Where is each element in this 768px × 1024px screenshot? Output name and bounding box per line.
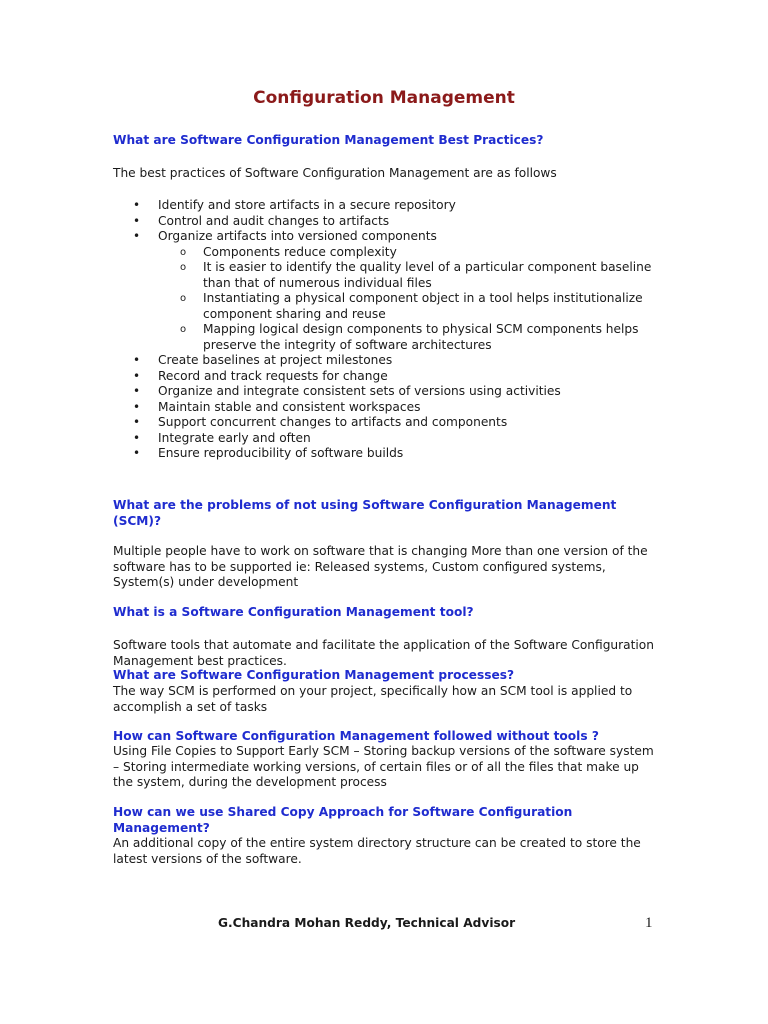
page-number: 1 xyxy=(645,915,653,931)
section-answer-processes: The way SCM is performed on your project, specifically how an SCM tool is applied to accomplish a set of tasks xyxy=(113,684,633,714)
section-heading-problems: What are the problems of not using Software Configuration Management (SCM)? xyxy=(113,498,617,528)
list-item: • Maintain stable and consistent workspaces xyxy=(113,400,658,416)
section-answer-shared-copy: An additional copy of the entire system directory structure can be created to store the latest versions of the software. xyxy=(113,836,641,866)
list-item: • Identify and store artifacts in a secure repository xyxy=(113,198,658,214)
section-answer-scm-tool: Software tools that automate and facilitate the application of the Software Configuration Management best practices. xyxy=(113,638,654,668)
section-heading-best-practices: What are Software Configuration Management Best Practices? xyxy=(113,133,544,147)
list-item: • Integrate early and often xyxy=(113,431,658,447)
list-item xyxy=(113,229,658,353)
list-item: • Create baselines at project milestones xyxy=(113,353,658,369)
section-heading-processes: What are Software Configuration Management processes? xyxy=(113,668,515,682)
best-practices-list xyxy=(113,198,658,462)
sub-list-item: o It is easier to identify the quality level of a particular component baseline than that of numerous individual files xyxy=(158,260,658,291)
sub-list-item: o Mapping logical design components to physical SCM components helps preserve the integrity of software architectures xyxy=(158,322,658,353)
sub-list-item: o Instantiating a physical component object in a tool helps institutionalize component sharing and reuse xyxy=(158,291,658,322)
section-intro-best-practices: The best practices of Software Configuration Management are as follows xyxy=(113,166,557,180)
section-heading-scm-tool: What is a Software Configuration Management tool? xyxy=(113,605,474,619)
list-item: • Record and track requests for change xyxy=(113,369,658,385)
sub-list xyxy=(158,245,658,354)
list-item: • Support concurrent changes to artifacts and components xyxy=(113,415,658,431)
list-item: • Organize and integrate consistent sets of versions using activities xyxy=(113,384,658,400)
section-heading-without-tools: How can Software Configuration Management followed without tools ? xyxy=(113,729,599,743)
list-item: • Control and audit changes to artifacts xyxy=(113,214,658,230)
section-answer-without-tools: Using File Copies to Support Early SCM – Storing backup versions of the software system – Storing intermediate working versions, of certain files or of all the files that make up the system, during the development process xyxy=(113,744,654,789)
page-title: Configuration Management xyxy=(253,88,515,108)
section-answer-problems: Multiple people have to work on software that is changing More than one version of the software has to be supported ie: Released systems, Custom configured systems, System(s) under development xyxy=(113,544,648,589)
section-heading-shared-copy: How can we use Shared Copy Approach for Software Configuration Management? xyxy=(113,805,573,835)
footer-author: G.Chandra Mohan Reddy, Technical Advisor xyxy=(218,916,516,930)
sub-list-item: o Components reduce complexity xyxy=(158,245,658,261)
list-item-label: Organize artifacts into versioned components xyxy=(158,229,437,243)
list-item: • Ensure reproducibility of software builds xyxy=(113,446,658,462)
